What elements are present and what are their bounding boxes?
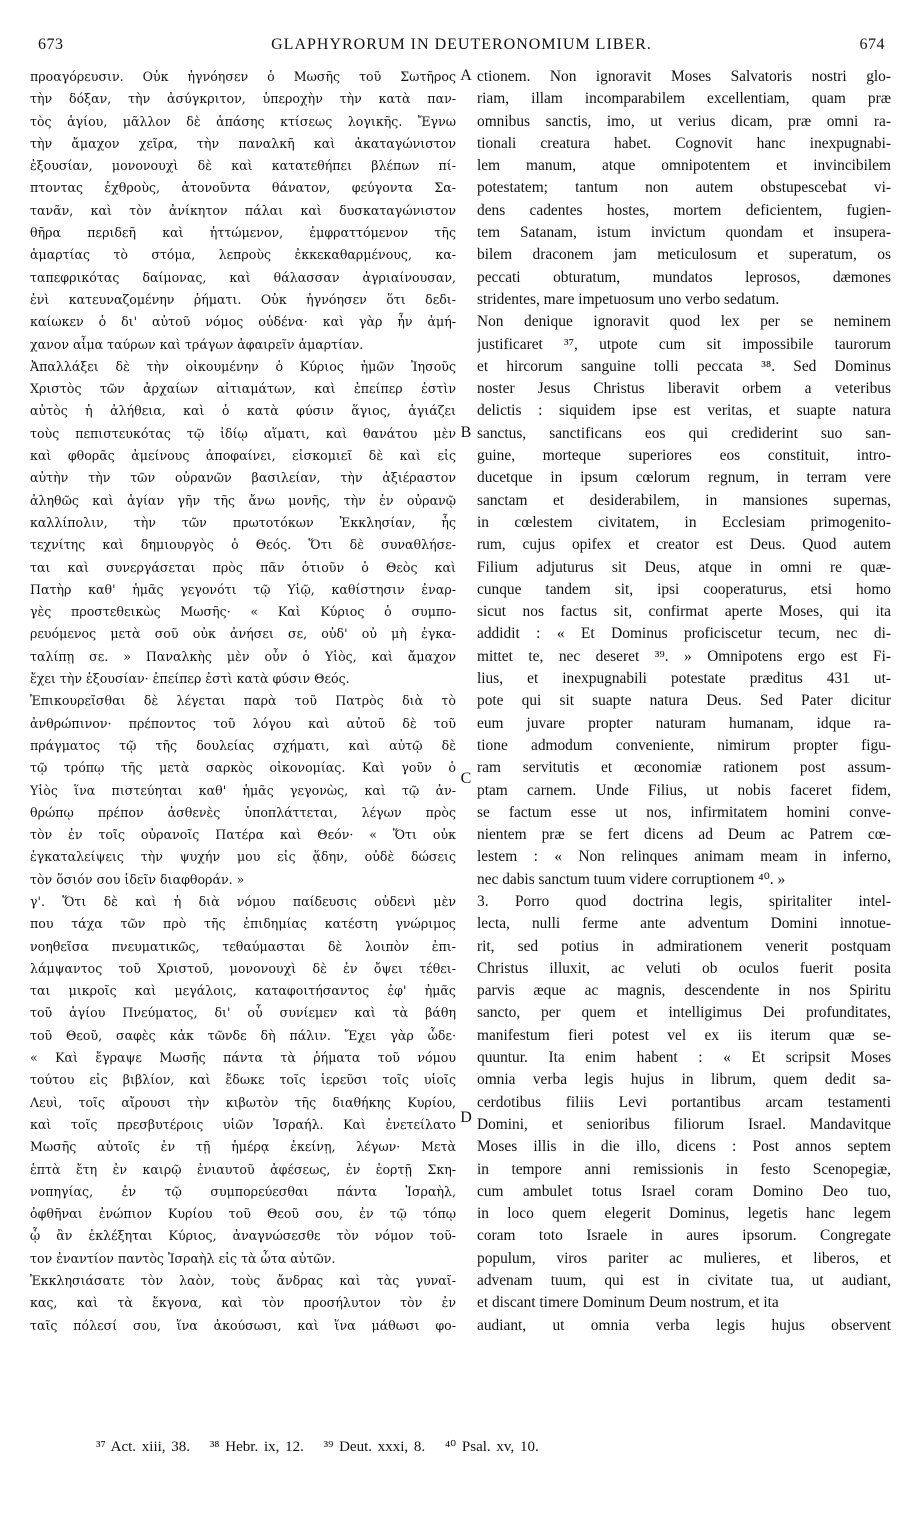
text-line: nec dabis sanctum tuum videre corruptionem ⁴⁰. » — [477, 870, 786, 888]
text-line: αὐτὸς ἡ ἀλήθεια, καὶ ὁ κατὰ φύσιν ἅγιος, ἁγιάζει — [30, 403, 456, 419]
text-line: lestem : « Non relinques animam meam in inferno, — [477, 848, 891, 866]
text-line: manifestum fieri potest vel ex iis iterum quæ se- — [477, 1026, 891, 1044]
text-line: ᾧ ἂν ἐκλέξηται Κύριος, ἀναγνώσεσθε τὸν νόμον τοῦ- — [30, 1228, 456, 1244]
text-line: Χριστὸς τῶν ἀρχαίων αἰτιαμάτων, καὶ ἐπείπερ ἐστὶν — [30, 381, 456, 397]
text-line: omnia verba legis hujus in librum, quem dedit sa- — [477, 1071, 891, 1089]
text-line: ducetque in ipsum cœlorum regnum, in terram vere — [477, 469, 891, 487]
text-line: sancto, per quem et intelligimus Dei profunditates, — [477, 1004, 891, 1022]
text-line: Ἀπαλλάξει δὲ τὴν οἰκουμένην ὁ Κύριος ἡμῶν Ἰησοῦς — [30, 358, 456, 374]
margin-marker-d: D — [460, 1109, 472, 1126]
text-line: ὀφθῆναι ἐνώπιον Κυρίου τοῦ Θεοῦ σου, ἐν τῷ τόπῳ — [30, 1206, 456, 1222]
text-line: Πατὴρ καθ' ἡμᾶς γεγονότι τῷ Υἱῷ, καθίστησιν ἐναρ- — [30, 581, 456, 597]
text-line: χανον αἷμα ταύρων καὶ τράγων ἀφαιρεῖν ἁμαρτίαν. — [30, 336, 364, 352]
text-line: ἐνὶ κατευναζομένην ῥήματι. Οὐκ ἠγνόησεν ὅτι δεδι- — [30, 291, 456, 307]
footnote-39: ³⁹ Deut. xxxi, 8. — [323, 1439, 426, 1455]
text-line: ται μικροῖς καὶ μεγάλοις, καταφοιτήσαντος ἐφ' ἡμᾶς — [30, 983, 456, 999]
text-line: τὸς ἁγίου, μᾶλλον δὲ ἁπάσης κτίσεως λογικῆς. Ἔγνω — [30, 113, 456, 129]
text-line: πτοντας ἐχθροὺς, ἀτονοῦντα θάνατον, φεύγοντα Σα- — [30, 180, 456, 196]
text-line: lius, et inexpugnabili potestate præditus 431 ut- — [477, 670, 891, 688]
text-line: noster Jesus Christus liberavit orbem a veteribus — [477, 380, 891, 398]
text-line: sanctam et desiderabilem, in mansiones supernas, — [477, 491, 891, 509]
text-line: κας, καὶ τὰ ἔκγονα, καὶ τὸν προσήλυτον τὸν ἐν — [30, 1295, 456, 1311]
text-line: τούτου εἰς βιβλίον, καὶ ἔδωκε τοῖς ἱερεῦσι τοῖς υἱοῖς — [30, 1072, 456, 1088]
text-line: lem manum, atque omnipotentem et invincibilem — [477, 157, 891, 175]
text-line: justificaret ³⁷, utpote cum sit impossibile taurorum — [477, 335, 891, 353]
text-line: stridentes, mare impetuosum uno verbo sedatum. — [477, 290, 780, 308]
text-line: ἐξουσίαν, μονονουχὶ δὲ καὶ κατατεθήπει βλέπων πί- — [30, 158, 456, 174]
footnotes — [96, 1436, 883, 1458]
text-line: Ἐκκλησιάσατε τὸν λαὸν, τοὺς ἄνδρας καὶ τὰς γυναῖ- — [30, 1273, 456, 1289]
text-line: Filium adjuturus sit Deus, atque in omni re quæ- — [477, 558, 891, 576]
text-line: omnibus sanctis, imo, ut verius dicam, præ omni ra- — [477, 112, 891, 130]
text-line: τὸν ὅσιόν σου ἰδεῖν διαφθοράν. » — [30, 871, 245, 887]
page-number-left: 673 — [38, 36, 64, 53]
text-line: coram toto Israele in aures ipsorum. Congregate — [477, 1227, 891, 1245]
text-line: lecta, nulli ferme ante adventum Domini innotue- — [477, 915, 891, 933]
text-line: ἁμαρτίας τὸ στόμα, λεπροὺς ἐκκεκαθαρμένους, κα- — [30, 247, 456, 263]
text-line: populum, viros pariter ac mulieres, et liberos, et — [477, 1249, 891, 1267]
text-line: bilem draconem jam meticulosum et superatum, os — [477, 246, 891, 264]
text-line: Ἐπικουρεῖσθαι δὲ λέγεται παρὰ τοῦ Πατρὸς διὰ τὸ — [30, 693, 456, 709]
text-line: Christus illuxit, ac veluti ob oculos fuerit posita — [477, 959, 891, 977]
text-line: in loco quem elegerit Dominus, legetis hanc legem — [477, 1205, 891, 1223]
footnote-37: ³⁷ Act. xiii, 38. — [96, 1439, 191, 1455]
text-line: « Καὶ ἔγραψε Μωσῆς πάντα τὰ ῥήματα τοῦ νόμου — [30, 1050, 456, 1066]
text-line: Μωσῆς αὐτοῖς ἐν τῇ ἡμέρᾳ ἐκείνῃ, λέγων· Μετὰ — [30, 1139, 456, 1155]
text-line: ταπεφρικότας δαίμονας, καὶ θάλασσαν ἀγριαίνουσαν, — [30, 269, 456, 285]
text-line: νοηθεῖσα πνευματικῶς, τεθαύμασται δὲ λοιπὸν ἐπι- — [30, 938, 456, 954]
text-line: ταλίπῃ σε. » Παναλκὴς μὲν οὖν ὁ Υἱὸς, καὶ ἄμαχον — [30, 648, 456, 664]
text-line: riam, illam incomparabilem excellentiam, quam præ — [477, 90, 891, 108]
text-line: τὴν δόξαν, τὴν ἀσύγκριτον, ὑπεροχὴν τὴν κατὰ παν- — [30, 91, 456, 107]
text-line: θρώπῳ πρέπον ἀσθενὲς ὑποπλάττεται, λέγων πρὸς — [30, 804, 456, 820]
text-line: addidit : « Et Dominus proficiscetur tecum, nec di- — [477, 625, 891, 643]
text-line: cum ambulet totus Israel coram Domino Deo tuo, — [477, 1182, 891, 1200]
text-line: προαγόρευσιν. Οὐκ ἠγνόησεν ὁ Μωσῆς τοῦ Σωτῆρος — [30, 69, 456, 84]
text-line: cunque tandem sit, ipsi cooperaturus, etsi homo — [477, 580, 891, 598]
text-line: τανᾶν, καὶ τὸν ἀνίκητον πάλαι καὶ δυσκαταγώνιστον — [30, 202, 456, 218]
text-line: rit, sed potius in admirationem venerit postquam — [477, 937, 891, 955]
text-line: ptam carnem. Unde Filius, ut nobis faceret fidem, — [477, 781, 891, 799]
text-line: in cœlestem civitatem, in Ecclesiam primogenito- — [477, 513, 891, 531]
text-line: delictis : siquidem ipse est veritas, et suapte natura — [477, 402, 891, 420]
text-line: καλλίπολιν, τὴν τῶν πρωτοτόκων Ἐκκλησίαν, ἧς — [30, 514, 456, 530]
text-line: peccati obturatum, mundatos leprosos, dæmones — [477, 268, 891, 286]
text-line: et hircorum sanguine tolli peccata ³⁸. Sed Dominus — [477, 357, 891, 375]
text-line: rum, cujus opifex et creator est Deus. Quod autem — [477, 536, 891, 554]
text-line: ἀληθῶς καὶ ἁγίαν γῆν τῆς ἄνω μονῆς, τὴν ἐν οὐρανῷ — [30, 492, 456, 508]
text-line: ταῖς πόλεσί σου, ἵνα ἀκούσωσι, καὶ ἵνα μάθωσι φο- — [30, 1317, 456, 1333]
text-line: ἀνθρώπινον· πρέποντος τοῦ λόγου καὶ αὐτοῦ δὲ τοῦ — [30, 715, 456, 731]
text-line: 3. Porro quod doctrina legis, spiritaliter intel- — [477, 892, 891, 910]
text-line: audiant, ut omnia verba legis hujus observent — [477, 1316, 891, 1334]
text-line: dens cadentes hostes, mortem deficientem, fugien- — [477, 201, 891, 219]
text-line: pote qui sit suapte natura Deus. Sed Pater dicitur — [477, 692, 891, 710]
greek-text-column — [30, 66, 456, 1337]
text-line: eum juvare propter naturam humanam, idque ra- — [477, 714, 891, 732]
text-line: potestatem; tantum non autem obstupescebat vi- — [477, 179, 891, 197]
text-line: parvis æque ac magnis, descendente in nos Spiritu — [477, 982, 891, 1000]
margin-marker-c: C — [460, 770, 472, 787]
text-line: ται καὶ συνεργάσεται πρὸς πᾶν ὁτιοῦν ὁ Θεὸς καὶ — [30, 559, 456, 575]
text-line: αὐτὴν τὴν τῶν οὐρανῶν βασιλείαν, τὴν ἀξιέραστον — [30, 470, 456, 486]
text-line: ram servitutis et œconomiæ rationem post assum- — [477, 759, 891, 777]
text-line: τῷ τρόπῳ τῆς μετὰ σαρκὸς οἰκονομίας. Καὶ γοῦν ὁ — [30, 760, 456, 776]
text-line: που τάχα τῶν πρὸ τῆς ἐπιδημίας κατέστη γνώριμος — [30, 916, 456, 932]
text-line: θῆρα περιδεῆ καὶ ἡττώμενον, ἐμφραττόμενον τῆς — [30, 225, 456, 241]
text-line: Υἱὸς ἵνα πιστεύηται καθ' ἡμᾶς γεγονὼς, καὶ τῷ ἀν- — [30, 782, 456, 798]
text-line: πράγματος τῷ τῆς δουλείας σχήματι, καὶ αὐτῷ δὲ — [30, 737, 456, 753]
margin-marker-b: B — [460, 424, 472, 441]
text-line: τοὺς πεπιστευκότας τῷ ἰδίῳ αἵματι, καὶ θανάτου μὲν — [30, 425, 456, 441]
text-line: τοῦ ἁγίου Πνεύματος, δι' οὗ συνίεμεν καὶ τὰ βάθη — [30, 1005, 456, 1021]
text-line: in tempore anni remissionis in festo Scenopegiæ, — [477, 1160, 891, 1178]
text-line: se factum esse ut nos, infirmitatem homini conve- — [477, 803, 891, 821]
text-line: tionali creatura habet. Cognovit hanc inexpugnabi- — [477, 134, 891, 152]
page-number-right: 674 — [859, 36, 885, 53]
running-head — [38, 36, 885, 60]
text-line: Domini, et senioribus filiorum Israel. Mandavitque — [477, 1115, 891, 1133]
text-line: quuntur. Ita enim habent : « Et scripsit Moses — [477, 1049, 891, 1067]
text-line: τὴν ἄμαχον χεῖρα, τὴν παναλκῆ καὶ ἀκαταγώνιστον — [30, 135, 456, 151]
text-line: advenam tuum, qui est in civitate tua, ut audiant, — [477, 1272, 891, 1290]
text-line: sanctus, sanctificans eos qui crediderint suo san- — [477, 424, 891, 442]
text-line: sicut nos factus sit, confirmat aperte Moses, qui ita — [477, 603, 891, 621]
text-line: ρευόμενος μετὰ σοῦ οὐκ ἀνήσει σε, οὐδ' οὐ μὴ ἐγκα- — [30, 626, 456, 642]
text-line: νοπηγίας, ἐν τῷ συμπορεύεσθαι πάντα Ἰσραὴλ, — [30, 1183, 456, 1199]
text-line: Moses illis in die illo, dicens : Post annos septem — [477, 1138, 891, 1156]
text-line: ἔχει τὴν ἐξουσίαν· ἐπείπερ ἐστὶ κατὰ φύσιν Θεός. — [30, 671, 350, 687]
text-line: Λευὶ, τοῖς αἴρουσι τὴν κιβωτὸν τῆς διαθήκης Κυρίου, — [30, 1094, 456, 1110]
text-line: ctionem. Non ignoravit Moses Salvatoris nostri glo- — [477, 68, 891, 85]
text-line: ἐγκαταλείψεις τὴν ψυχήν μου εἰς ᾅδην, οὐδὲ δώσεις — [30, 849, 456, 865]
text-line: καὶ τοῖς πρεσβυτέροις υἱῶν Ἰσραήλ. Καὶ ἐνετείλατο — [30, 1116, 456, 1132]
text-line: γ'. Ὅτι δὲ καὶ ἡ διὰ νόμου παίδευσις οὐδενὶ μὲν — [30, 893, 456, 909]
text-line: tem Satanam, istum invictum quondam et insupera- — [477, 224, 891, 242]
text-line: λάμψαντος τοῦ Χριστοῦ, μονονουχὶ δὲ ἐν ὄψει τέθει- — [30, 960, 456, 976]
text-line: ἑπτὰ ἔτη ἐν καιρῷ ἐνιαυτοῦ ἀφέσεως, ἐν ἑορτῇ Σκη- — [30, 1161, 456, 1177]
text-line: τεχνίτης καὶ δημιουργὸς ὁ Θεός. Ὅτι δὲ συναθλήσε- — [30, 537, 456, 553]
text-line: guine, morteque superiores eos constituit, intro- — [477, 447, 891, 465]
latin-text-column — [477, 66, 891, 1337]
text-line: καίωκεν ὁ δι' αὐτοῦ νόμος οὐδένα· καὶ γὰρ ἦν ἀμή- — [30, 314, 456, 330]
text-line: cerdotibus filiis Levi portantibus arcam testamenti — [477, 1093, 891, 1111]
text-line: Non denique ignoravit quod lex per se neminem — [477, 313, 891, 331]
text-line: τοῦ Θεοῦ, σαφὲς κἀκ τῶνδε δὴ πάλιν. Ἔχει γὰρ ὧδε· — [30, 1027, 456, 1043]
footnote-38: ³⁸ Hebr. ix, 12. — [209, 1439, 304, 1455]
text-line: καὶ φθορᾶς ἀμείνους ἀποφαίνει, εἰσκομιεῖ δὲ καὶ εἰς — [30, 448, 456, 464]
text-line: nientem præ se fert dicens ad Deum ac Patrem cœ- — [477, 826, 891, 844]
text-line: tione admodum conveniente, nimirum propter figu- — [477, 736, 891, 754]
text-line: γὲς προστεθεικὼς Μωσῆς· « Καὶ Κύριος ὁ συμπο- — [30, 604, 456, 620]
margin-marker-a: A — [460, 67, 472, 84]
text-line: τον ἐναντίον παντὸς Ἰσραὴλ εἰς τὰ ὦτα αὐτῶν. — [30, 1250, 336, 1266]
text-line: mittet te, nec deseret ³⁹. » Omnipotens ergo est Fi- — [477, 647, 891, 665]
footnote-40: ⁴⁰ Psal. xv, 10. — [444, 1439, 539, 1455]
text-line: et discant timere Dominum Deum nostrum, et ita — [477, 1294, 779, 1312]
text-line: τὸν ἐν τοῖς οὐρανοῖς Πατέρα καὶ Θεόν· « Ὅτι οὐκ — [30, 827, 456, 843]
running-title: GLAPHYRORUM IN DEUTERONOMIUM LIBER. — [271, 36, 652, 53]
